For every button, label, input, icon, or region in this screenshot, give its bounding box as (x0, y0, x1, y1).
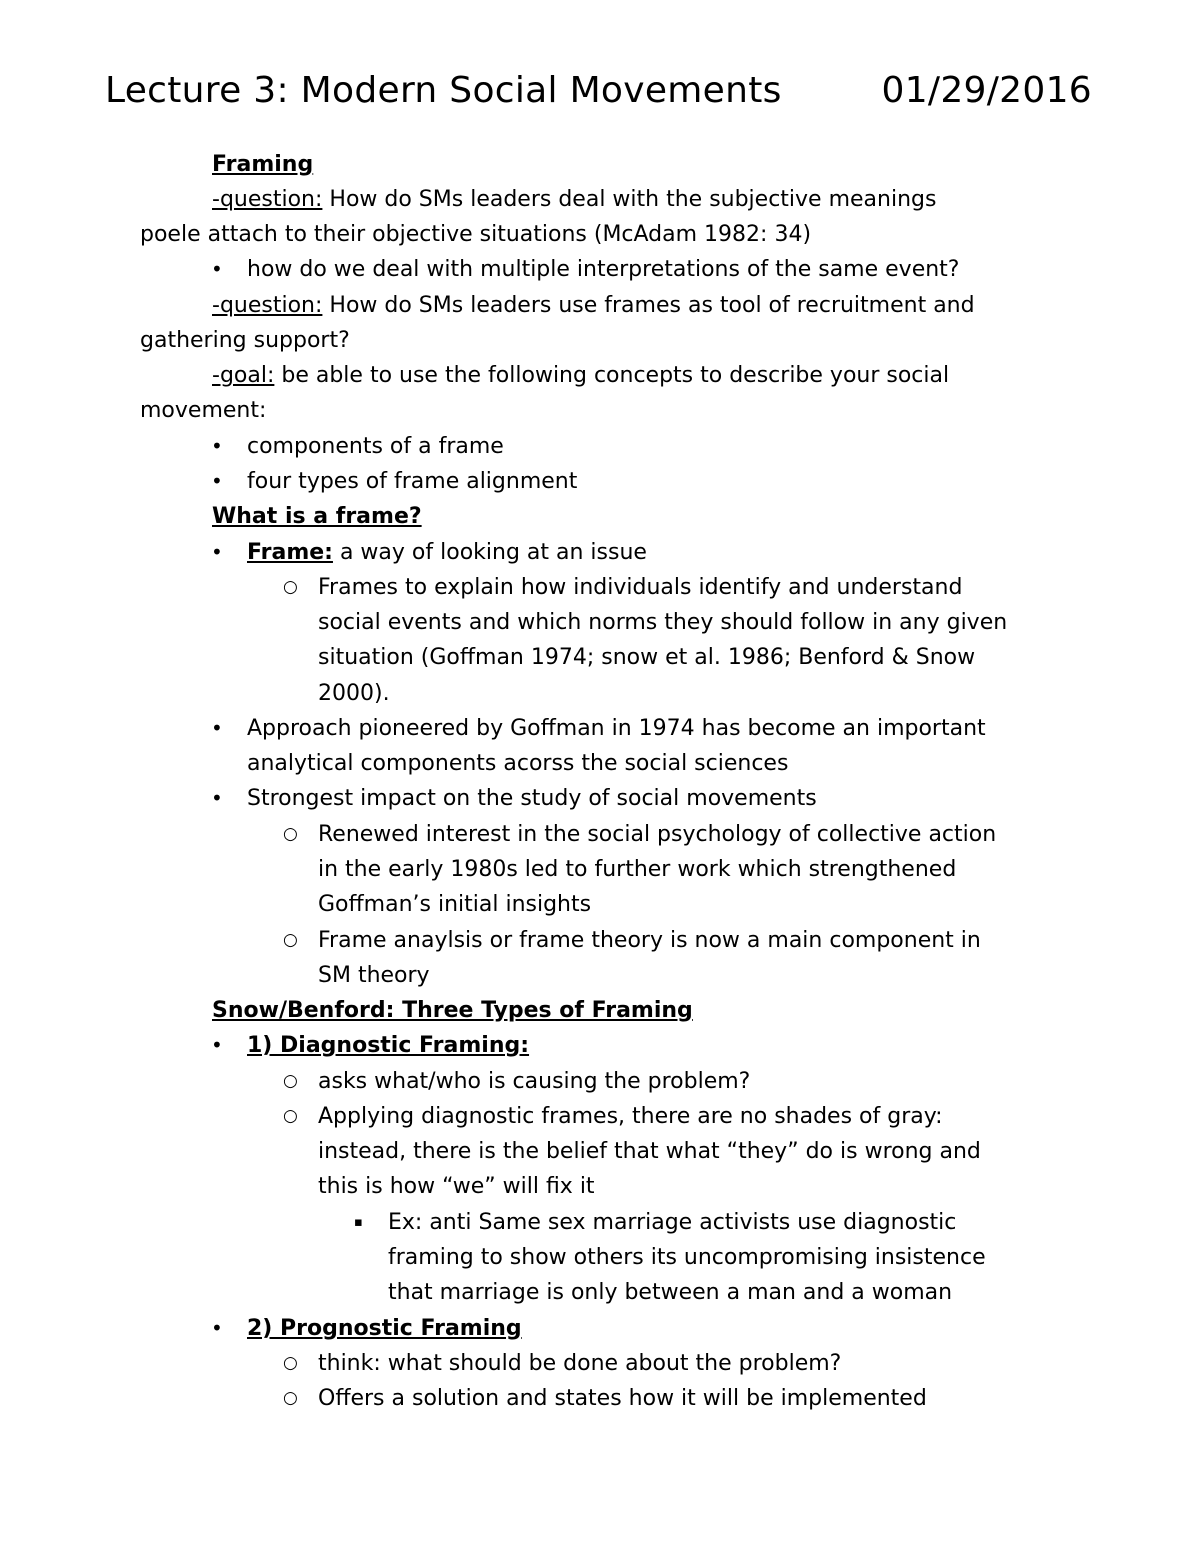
frame-def-text: a way of looking at an issue (332, 540, 647, 565)
section-heading-framing: Framing (212, 152, 314, 177)
question-1-line (212, 182, 936, 217)
list-item-text: social events and which norms they should follow in any given (318, 610, 1008, 635)
list-item-text: SM theory (318, 963, 430, 988)
list-item: how do we deal with multiple interpretations of the same event? (247, 257, 960, 282)
list-item-text: Approach pioneered by Goffman in 1974 has become an important (247, 716, 986, 741)
lecture-date: 01/29/2016 (881, 70, 1092, 111)
prognostic-heading: 2) Prognostic Framing (247, 1316, 522, 1341)
list-item-text: in the early 1980s led to further work which strengthened (318, 857, 957, 882)
list-item-text: that marriage is only between a man and a woman (388, 1280, 953, 1305)
bullet-marker: • (211, 257, 223, 281)
question-2-line (212, 288, 975, 323)
list-item-text: this is how “we” will fix it (318, 1174, 595, 1199)
question-label: -question: (212, 187, 323, 212)
section-heading-three-types: Snow/Benford: Three Types of Framing (212, 998, 693, 1023)
list-item-text: Frame anaylsis or frame theory is now a main component in (318, 928, 981, 953)
list-item-text: Offers a solution and states how it will be implemented (318, 1386, 927, 1411)
list-item-text: situation (Goffman 1974; snow et al. 1986; Benford & Snow (318, 645, 976, 670)
circle-marker: ○ (283, 1071, 298, 1091)
question-text: How do SMs leaders deal with the subjective meanings (322, 187, 937, 212)
goal-continued: movement: (140, 398, 267, 423)
goal-label: -goal: (212, 363, 275, 388)
list-item-text: 2000). (318, 681, 390, 706)
circle-marker: ○ (283, 824, 298, 844)
goal-text: be able to use the following concepts to describe your social (274, 363, 950, 388)
bullet-marker: • (211, 1316, 223, 1340)
bullet-marker: • (211, 469, 223, 493)
question-label: -question: (212, 293, 323, 318)
list-item-text: analytical components acorss the social sciences (247, 751, 789, 776)
list-item-text: Applying diagnostic frames, there are no shades of gray: (318, 1104, 943, 1129)
question-1-continued: poele attach to their objective situations (McAdam 1982: 34) (140, 222, 812, 247)
list-item-text: asks what/who is causing the problem? (318, 1069, 751, 1094)
list-item-text: instead, there is the belief that what “they” do is wrong and (318, 1139, 981, 1164)
square-marker: ▪ (354, 1215, 363, 1230)
page-title: Lecture 3: Modern Social Movements (105, 70, 782, 111)
list-item-text: Goffman’s initial insights (318, 892, 592, 917)
circle-marker: ○ (283, 1353, 298, 1373)
question-2-continued: gathering support? (140, 328, 350, 353)
bullet-marker: • (211, 540, 223, 564)
bullet-marker: • (211, 716, 223, 740)
circle-marker: ○ (283, 930, 298, 950)
list-item-text: Renewed interest in the social psychology of collective action (318, 822, 997, 847)
list-item-text: Frames to explain how individuals identify and understand (318, 575, 963, 600)
goal-line (212, 358, 949, 393)
bullet-marker: • (211, 786, 223, 810)
list-item-text: think: what should be done about the problem? (318, 1351, 842, 1376)
list-item-text: Strongest impact on the study of social movements (247, 786, 817, 811)
circle-marker: ○ (283, 1388, 298, 1408)
header (105, 70, 1092, 111)
circle-marker: ○ (283, 577, 298, 597)
list-item: components of a frame (247, 434, 504, 459)
list-item-text: framing to show others its uncompromising insistence (388, 1245, 986, 1270)
bullet-marker: • (211, 1033, 223, 1057)
list-item: four types of frame alignment (247, 469, 578, 494)
bullet-marker: • (211, 434, 223, 458)
circle-marker: ○ (283, 1106, 298, 1126)
frame-term: Frame: (247, 540, 333, 565)
frame-definition (247, 535, 647, 570)
list-item-text: Ex: anti Same sex marriage activists use diagnostic (388, 1210, 957, 1235)
diagnostic-heading: 1) Diagnostic Framing: (247, 1033, 530, 1058)
question-text: How do SMs leaders use frames as tool of recruitment and (322, 293, 975, 318)
section-heading-what-is-frame: What is a frame? (212, 504, 422, 529)
